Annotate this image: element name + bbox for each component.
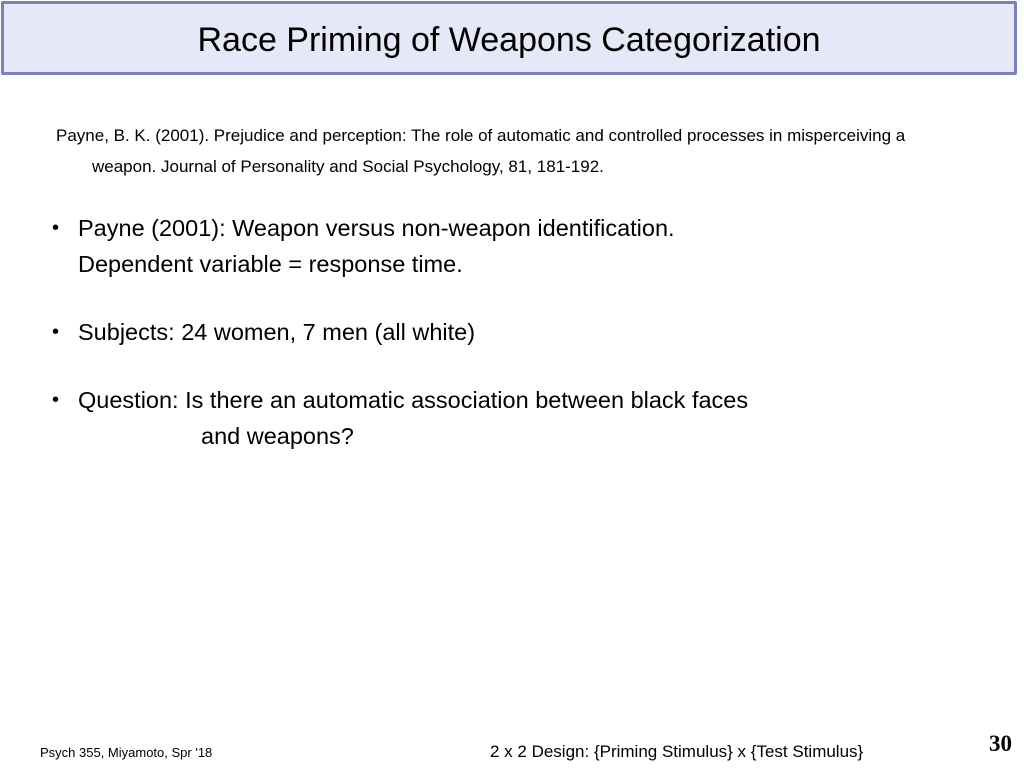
footer-course-label: Psych 355, Miyamoto, Spr '18 (40, 745, 213, 760)
page-number: 30 (989, 731, 1012, 756)
bullet-line: Payne (2001): Weapon versus non-weapon identification. (78, 215, 675, 241)
bullet-line: Dependent variable = response time. (78, 251, 463, 277)
bullet-line: Question: Is there an automatic association between black faces (78, 387, 749, 413)
footer-design-label: 2 x 2 Design: {Priming Stimulus} x {Test Stimulus} (490, 742, 864, 761)
bullet-marker: • (52, 217, 60, 239)
slide-title: Race Priming of Weapons Categorization (197, 21, 821, 59)
title-box (1, 1, 1017, 75)
reference-citation: Payne, B. K. (2001). Prejudice and perception: The role of automatic and controlled processes in misperceiving a weapon. Journal of Personality and Social Psychology, 81, 181-192. (56, 126, 906, 176)
bullet-marker: • (52, 389, 60, 411)
bullet-line: Subjects: 24 women, 7 men (all white) (78, 319, 476, 345)
bullet-line: and weapons? (201, 423, 354, 449)
bullet-marker: • (52, 321, 60, 343)
